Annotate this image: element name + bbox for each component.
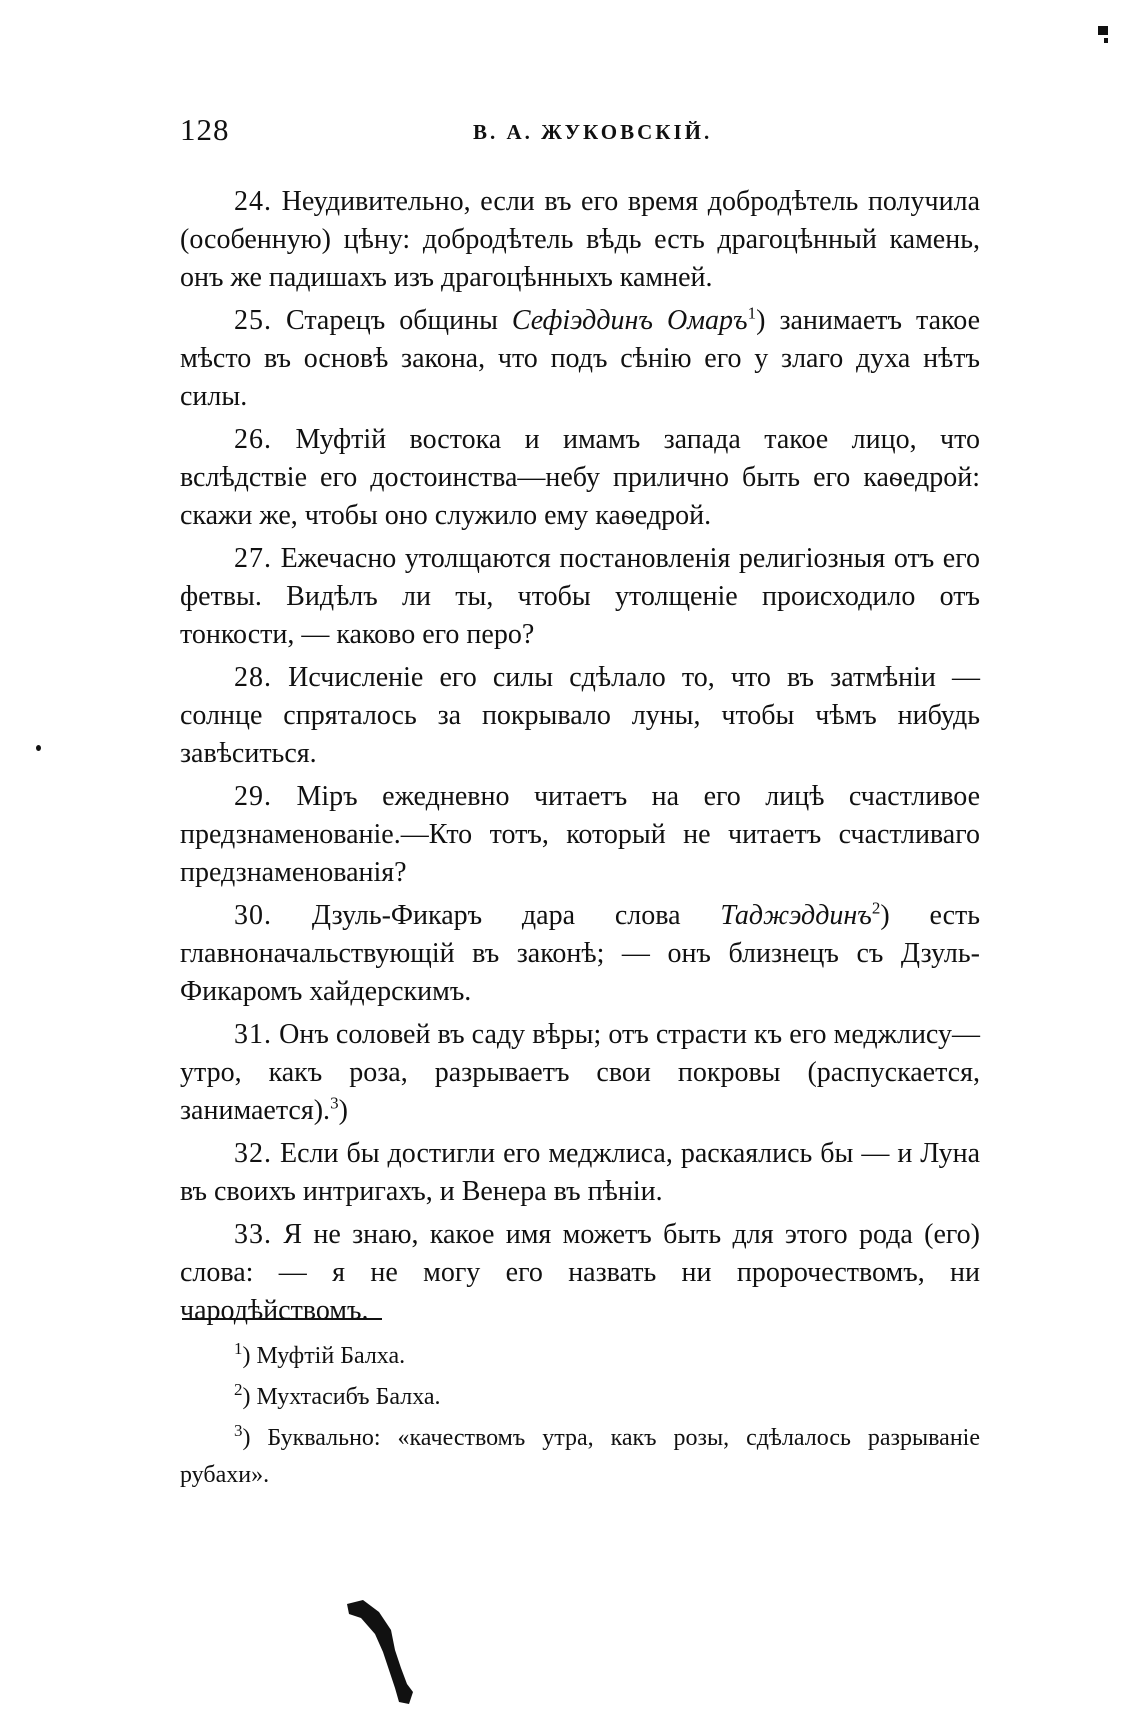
paragraph-number: 31. [234, 1019, 272, 1050]
paragraph-24 [180, 183, 980, 297]
paragraph-text: Ежечасно утолщаются постановленія религіозныя отъ его фетвы. Видѣлъ ли ты, чтобы утолщеніе происходило отъ тонкости, — каково его перо? [180, 543, 980, 650]
paragraph-number: 26. [234, 424, 272, 455]
italic-name: Сефіэддинъ Омаръ [511, 305, 748, 336]
paragraph-text: ) [338, 1095, 348, 1126]
paragraph-text: Если бы достигли его меджлиса, раскаялись бы — и Луна въ своихъ интригахъ, и Венера въ пѣніи. [180, 1138, 981, 1207]
footnotes [180, 1338, 980, 1498]
paragraph-number: 33. [234, 1219, 272, 1250]
running-head: В. А. ЖУКОВСКІЙ. [473, 120, 713, 144]
footnote-text: ) Буквально: «качествомъ утра, какъ розы, сдѣлалось разрываніе рубахи». [180, 1425, 980, 1488]
paragraph-text: Дзуль-Фикаръ дара слова [311, 900, 721, 931]
paragraph-text: ) есть главноначальствующій въ законѣ; — онъ близнецъ съ Дзуль-Фикаромъ хайдерскимъ. [180, 900, 981, 1007]
paragraph-text: ) занимаетъ такое мѣсто въ основѣ закона, что подъ сѣнію его у злаго духа нѣтъ силы. [180, 305, 980, 412]
footnote-separator [182, 1318, 382, 1320]
paragraph-number: 29. [234, 781, 272, 812]
page-header [180, 112, 980, 152]
paragraph-number: 27. [234, 543, 272, 574]
footnote-mark: 3 [234, 1421, 243, 1440]
paragraph-32 [180, 1135, 980, 1211]
paragraph-26 [180, 421, 980, 535]
paragraph-text: Я не знаю, какое имя можетъ быть для этого рода (его) слова: — я не могу его назвать ни пророчествомъ, ни чародѣйствомъ. [180, 1219, 981, 1326]
paragraph-25 [180, 302, 980, 416]
footnote-mark: 1 [234, 1339, 243, 1358]
paragraph-31 [180, 1016, 980, 1130]
footnote-reference: 3 [330, 1093, 339, 1113]
paragraph-text: Муфтій востока и имамъ запада такое лицо, что вслѣдствіе его достоинства—небу прилично быть его каѳедрой: скажи же, чтобы оно служило ему каѳедрой. [180, 424, 981, 531]
footnote-text: ) Мухтасибъ Балха. [242, 1384, 441, 1410]
paragraph-text: Старецъ общины [286, 305, 512, 336]
page-number: 128 [180, 112, 230, 147]
paragraph-number: 28. [234, 662, 272, 693]
paragraph-text: Неудивительно, если въ его время добродѣтель получила (особенную) цѣну: добродѣтель вѣдь есть драгоцѣнный камень, онъ же падишахъ изъ драгоцѣнныхъ камней. [180, 186, 980, 293]
paragraph-text: Міръ ежедневно читаетъ на его лицѣ счастливое предзнаменованіе.—Кто тотъ, который не читаетъ счастливаго предзнаменованія? [180, 781, 980, 888]
paragraph-33 [180, 1216, 980, 1330]
footnote-mark: 2 [234, 1380, 243, 1399]
paragraph-28 [180, 659, 980, 773]
footnote-2 [180, 1379, 980, 1416]
footnote-1 [180, 1338, 980, 1375]
paragraph-number: 24. [234, 186, 272, 217]
scan-speck [1104, 38, 1108, 43]
paragraph-number: 30. [234, 900, 272, 931]
paragraph-text: Исчисленіе его силы сдѣлало то, что въ затмѣніи — солнце спряталось за покрывало луны, чтобы чѣмъ нибудь завѣситься. [180, 662, 981, 769]
main-text [180, 183, 980, 1335]
scan-speck [1098, 26, 1108, 35]
footnote-reference: 1 [747, 303, 757, 323]
paragraph-number: 25. [234, 305, 272, 336]
paragraph-29 [180, 778, 980, 892]
italic-name: Таджэддинъ [720, 900, 872, 931]
paragraph-number: 32. [234, 1138, 272, 1169]
footnote-text: ) Муфтій Балха. [242, 1343, 406, 1369]
paragraph-30 [180, 897, 980, 1011]
scan-speck [36, 745, 41, 751]
paragraph-27 [180, 540, 980, 654]
ink-smudge-icon [345, 1600, 425, 1705]
footnote-3 [180, 1420, 980, 1494]
footnote-reference: 2 [871, 898, 881, 918]
paragraph-text: Онъ соловей въ саду вѣры; отъ страсти къ его меджлису—утро, какъ роза, разрываетъ свои покровы (распускается, занимается). [180, 1019, 980, 1126]
